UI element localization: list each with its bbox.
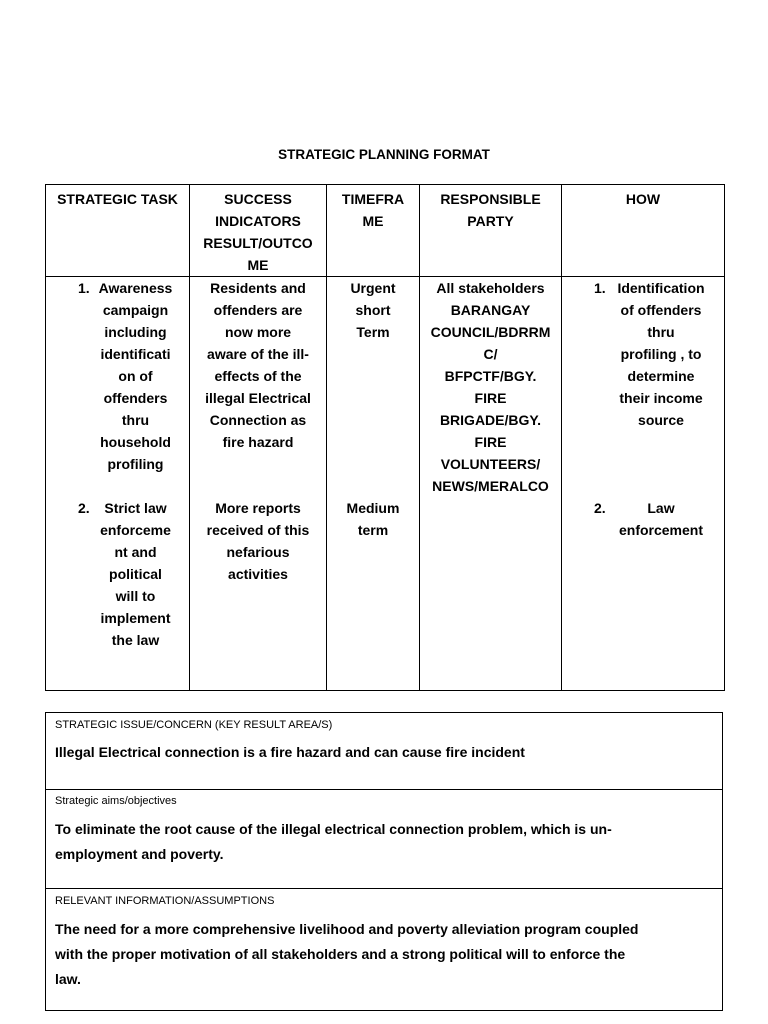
text-line: their income: [619, 390, 703, 406]
text-line: law.: [55, 971, 81, 987]
text-line: now more: [224, 324, 292, 340]
text-line: household: [100, 434, 171, 450]
info-row-aims: [46, 790, 723, 889]
text-line: aware of the ill-: [207, 346, 309, 362]
text-line: identificati: [100, 346, 171, 362]
text-line: Identification: [617, 280, 705, 296]
text-line: on of: [118, 368, 153, 384]
text-line: with the proper motivation of all stakeholders and a strong political will to enforce the: [55, 946, 626, 962]
text-line: of offenders: [620, 302, 702, 318]
strategic-task-cell: [46, 277, 190, 691]
text-line: effects of the: [214, 368, 302, 384]
text-line: SUCCESS: [224, 191, 292, 207]
text-line: FIRE: [474, 390, 507, 406]
text-line: illegal Electrical: [205, 390, 311, 406]
text-line: BRIGADE/BGY.: [439, 412, 542, 428]
text-line: Law: [647, 500, 675, 516]
text-line: fire hazard: [222, 434, 294, 450]
header-strategic-task: [46, 185, 190, 277]
header-timeframe: [327, 185, 420, 277]
text-line: profiling , to: [620, 346, 702, 362]
text-line: including: [104, 324, 167, 340]
how-item-2: 2. Law enforcement: [562, 497, 724, 541]
text-line: nefarious: [226, 544, 290, 560]
timeframe-2: [327, 497, 419, 541]
info-text-aims: [55, 817, 713, 867]
text-line: will to: [115, 588, 156, 604]
text-line: thru: [121, 412, 150, 428]
text-line: profiling: [107, 456, 164, 472]
text-line: enforcement: [618, 522, 704, 538]
text-line: C/: [483, 346, 498, 362]
text-line: HOW: [625, 191, 661, 207]
text-line: Awareness: [98, 280, 173, 296]
header-responsible-party: [420, 185, 562, 277]
text-line: All stakeholders: [436, 280, 545, 296]
text-line: RESULT/OUTCO: [203, 235, 313, 251]
text-line: political: [109, 566, 162, 582]
text-line: To eliminate the root cause of the illegal electrical connection problem, which is un-: [55, 821, 612, 837]
text-line: received of this: [206, 522, 310, 538]
text-line: RESPONSIBLE: [440, 191, 541, 207]
text-line: campaign: [102, 302, 169, 318]
text-line: the law: [111, 632, 160, 648]
text-line: offenders are: [213, 302, 303, 318]
text-line: Urgent: [350, 280, 396, 296]
text-line: STRATEGIC TASK: [57, 191, 178, 207]
timeframe-cell: [327, 277, 420, 691]
text-line: nt and: [114, 544, 157, 560]
text-line: Term: [356, 324, 390, 340]
text-line: FIRE: [474, 434, 507, 450]
text-line: offenders: [103, 390, 168, 406]
text-line: employment and poverty.: [55, 846, 224, 862]
text-line: INDICATORS: [215, 213, 301, 229]
success-indicator-1: [190, 277, 326, 475]
strategic-task-item-2: 2. Strict law enforceme nt and political will to implement the law: [46, 497, 189, 651]
text-line: implement: [100, 610, 171, 626]
text-line: The need for a more comprehensive livelihood and poverty alleviation program coupled: [55, 921, 639, 937]
info-row-issue: [46, 713, 723, 790]
text-line: source: [638, 412, 684, 428]
timeframe-1: [327, 277, 419, 475]
how-cell: [562, 277, 725, 691]
text-line: short: [355, 302, 391, 318]
table-row: [46, 277, 725, 691]
text-line: Connection as: [209, 412, 307, 428]
success-indicator-2: [190, 497, 326, 585]
info-label-assumptions: RELEVANT INFORMATION/ASSUMPTIONS: [55, 895, 275, 907]
text-line: BARANGAY: [450, 302, 531, 318]
text-line: VOLUNTEERS/: [440, 456, 541, 472]
text-line: thru: [647, 324, 675, 340]
strategic-info-table: [45, 712, 723, 1011]
responsible-party-cell: [420, 277, 562, 691]
text-line: NEWS/MERALCO: [432, 478, 549, 494]
info-label-aims: Strategic aims/objectives: [55, 795, 177, 807]
info-text-assumptions: [55, 917, 713, 992]
how-item-1: 1. Identification of offenders thru profiling , to determine their income source: [562, 277, 724, 475]
document-title: STRATEGIC PLANNING FORMAT: [278, 147, 490, 162]
text-line: COUNCIL/BDRRM: [430, 324, 551, 340]
text-line: PARTY: [467, 213, 514, 229]
text-line: activities: [228, 566, 288, 582]
info-text-issue: [55, 740, 713, 765]
text-line: BFPCTF/BGY.: [444, 368, 537, 384]
text-line: More reports: [215, 500, 301, 516]
text-line: TIMEFRA: [341, 191, 405, 207]
text-line: enforceme: [100, 522, 171, 538]
text-line: Illegal Electrical connection is a fire hazard and can cause fire incident: [55, 744, 525, 760]
table-header-row: [46, 185, 725, 277]
text-line: Residents and: [210, 280, 306, 296]
responsible-party-list: [420, 277, 561, 497]
success-indicators-cell: [190, 277, 327, 691]
text-line: ME: [362, 213, 384, 229]
strategic-task-item-1: 1. Awareness campaign including identificati on of offenders thru household profiling: [46, 277, 189, 475]
info-row-assumptions: [46, 889, 723, 1011]
text-line: Strict law: [104, 500, 167, 516]
info-label-issue: STRATEGIC ISSUE/CONCERN (KEY RESULT AREA/S): [55, 719, 333, 731]
header-how: [562, 185, 725, 277]
strategic-planning-table: [45, 184, 725, 691]
text-line: determine: [627, 368, 695, 384]
header-success-indicators: [190, 185, 327, 277]
text-line: Medium: [346, 500, 400, 516]
text-line: ME: [247, 257, 269, 273]
text-line: term: [357, 522, 389, 538]
